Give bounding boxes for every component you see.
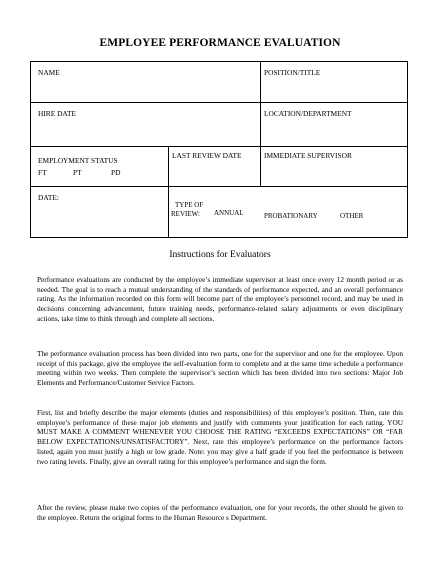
employee-info-form [30,61,408,238]
review-option-other[interactable]: OTHER [340,212,364,220]
type-of-review-label: TYPE OF REVIEW: [171,201,204,218]
form-divider [31,186,407,187]
hire-date-label: HIRE DATE [38,109,76,118]
instructions-paragraph: Performance evaluations are conducted by the employee’s immediate supervisor at least once every 12 month period or as needed. The goal is to reach a mutual understanding of the standards of performance expected, and an overall performance rating. As the information recorded on this form will become part of the employee’s personnel record, and may be used in decisions concerning advancement, future training needs, performance-related salary adjustments or even disciplinary actions, take time to think through and complete all sections. [37,275,403,323]
last-review-label: LAST REVIEW DATE [172,151,242,160]
employment-status-field [38,156,164,177]
form-divider [31,102,407,103]
hire-date-field[interactable] [38,109,253,141]
name-field[interactable] [38,68,253,98]
instructions-paragraph: First, list and briefly describe the major elements (duties and responsibilities) of this employee’s position. Then, rate this employee’s performance of these major job elements and justify with comments your justification for each rating. YOU MUST MAKE A COMMENT WHENEVER YOU CHOOSE THE RATING “EXCEEDS EXPECTATIONS” OR “FAR BELOW EXPECTATIONS/UNSATISFACTORY”. Next, rate this employee’s performance on the performance factors listed, again you must justify a high or low grade. Note: you may give a half grade if you feel the performance is between two rating levels. Finally, give an overall rating for this employee’s performance and sign the form. [37,408,403,466]
form-divider [260,62,261,186]
position-label: POSITION/TITLE [264,68,321,77]
form-divider [31,146,407,147]
last-review-field[interactable] [172,151,257,183]
review-option-probationary[interactable]: PROBATIONARY [264,212,318,220]
date-label: DATE: [38,193,59,202]
position-field[interactable] [264,68,402,98]
status-option-pt[interactable]: PT [73,168,82,177]
status-option-ft[interactable]: FT [38,168,47,177]
location-label: LOCATION/DEPARTMENT [264,109,352,118]
status-option-pd[interactable]: PD [111,168,121,177]
form-divider [168,146,169,237]
review-option-annual[interactable]: ANNUAL [214,209,244,217]
instructions-paragraph: After the review, please make two copies of the performance evaluation, one for your records, the other should be given to the employee. Return the original forms to the Human Resource s Department. [37,503,403,522]
instructions-paragraph: The performance evaluation process has been divided into two parts, one for the supervisor and one for the employee. Upon receipt of this package, give the employee the self-evaluation form to complete and at the same time schedule a performance meeting within two weeks. Then complete the supervisor’s section which has been divided into two sections: Major Job Elements and Performance/Customer Service Factors. [37,349,403,388]
supervisor-label: IMMEDIATE SUPERVISOR [264,151,352,160]
document-title: EMPLOYEE PERFORMANCE EVALUATION [99,37,341,49]
employment-status-label: EMPLOYMENT STATUS [38,156,118,165]
supervisor-field[interactable] [264,151,402,183]
date-field[interactable] [38,193,164,233]
location-field[interactable] [264,109,402,141]
instructions-heading: Instructions for Evaluators [169,250,271,260]
name-label: NAME [38,68,60,77]
